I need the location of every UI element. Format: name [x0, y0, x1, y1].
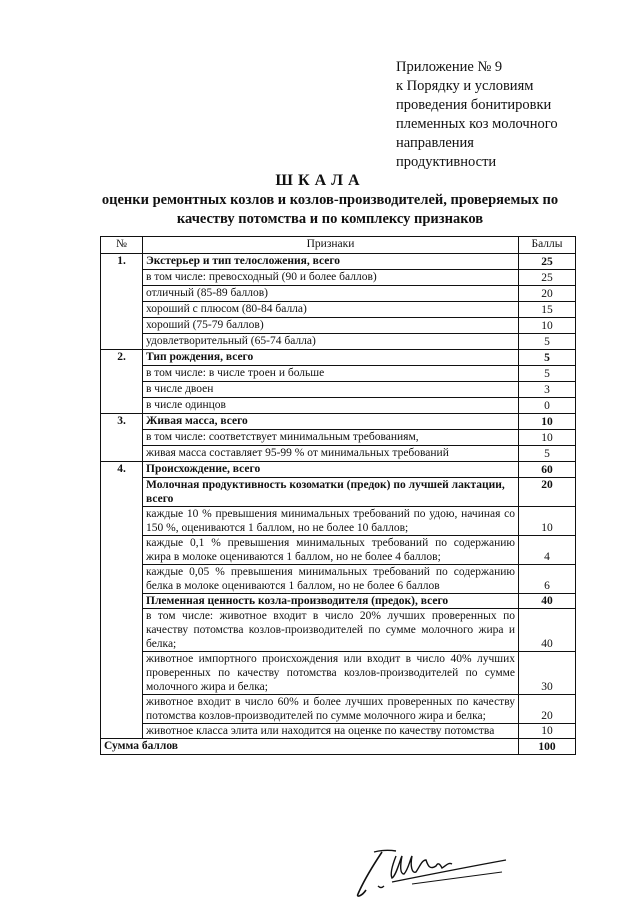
table-row — [101, 446, 576, 462]
appendix-note — [396, 58, 626, 172]
table-row — [101, 695, 576, 724]
row-number: 3. — [101, 414, 143, 430]
appendix-line: продуктивности — [396, 154, 497, 170]
table-row — [101, 414, 576, 430]
total-label: Сумма баллов — [101, 739, 519, 755]
row-score: 20 — [519, 695, 576, 724]
row-text: каждые 0,05 % превышения минимальных требований по содержанию белка в молоке оцениваются 1 баллом, но не более 6 баллов — [143, 565, 519, 594]
row-number: 1. — [101, 254, 143, 270]
header-signs: Признаки — [143, 237, 519, 254]
appendix-line: Приложение № 9 — [396, 59, 503, 75]
row-text: хороший с плюсом (80-84 балла) — [143, 302, 519, 318]
table-row — [101, 507, 576, 536]
row-number: 2. — [101, 350, 143, 366]
table-row — [101, 536, 576, 565]
row-number — [101, 652, 143, 695]
row-text: удовлетворительный (65-74 балла) — [143, 334, 519, 350]
appendix-line: племенных коз молочного — [396, 116, 558, 132]
table-row — [101, 366, 576, 382]
row-number — [101, 430, 143, 446]
row-number — [101, 398, 143, 414]
table-row — [101, 302, 576, 318]
row-text: в том числе: соответствует минимальным требованиям, — [143, 430, 519, 446]
table-header-row — [101, 237, 576, 254]
row-text: Живая масса, всего — [143, 414, 519, 430]
row-score: 3 — [519, 382, 576, 398]
row-number — [101, 446, 143, 462]
row-number — [101, 318, 143, 334]
row-number — [101, 609, 143, 652]
table-row — [101, 430, 576, 446]
row-number — [101, 270, 143, 286]
handwritten-signature — [352, 842, 512, 900]
row-number — [101, 536, 143, 565]
table-row — [101, 462, 576, 478]
subtitle-line-1: оценки ремонтных козлов и козлов-производителей, проверяемых по — [101, 192, 559, 208]
table-row — [101, 724, 576, 739]
row-score: 25 — [519, 254, 576, 270]
row-score: 20 — [519, 286, 576, 302]
table-row — [101, 318, 576, 334]
row-text: Происхождение, всего — [143, 462, 519, 478]
row-text: живая масса составляет 95-99 % от минимальных требований — [143, 446, 519, 462]
score-table — [100, 236, 576, 755]
table-row — [101, 270, 576, 286]
row-text: в том числе: животное входит в число 20% лучших проверенных по качеству потомства козлов-производителей по сумме молочного жира и белка; — [143, 609, 519, 652]
row-score: 60 — [519, 462, 576, 478]
row-text: Молочная продуктивность козоматки (предок) по лучшей лактации, всего — [143, 478, 519, 507]
header-number: № — [101, 237, 143, 254]
table-row — [101, 382, 576, 398]
appendix-line: к Порядку и условиям — [396, 78, 534, 94]
row-number — [101, 366, 143, 382]
table-row — [101, 609, 576, 652]
total-score: 100 — [519, 739, 576, 755]
row-text: животное импортного происхождения или входит в число 40% лучших проверенных по качеству потомства козлов-производителей по сумме молочного жира и белка; — [143, 652, 519, 695]
row-number — [101, 695, 143, 724]
row-text: Тип рождения, всего — [143, 350, 519, 366]
row-score: 5 — [519, 350, 576, 366]
row-score: 40 — [519, 609, 576, 652]
row-number — [101, 334, 143, 350]
row-text: Экстерьер и тип телосложения, всего — [143, 254, 519, 270]
row-score: 5 — [519, 446, 576, 462]
row-text: каждые 0,1 % превышения минимальных требований по содержанию жира в молоке оцениваются 1 баллом, но не более 4 баллов; — [143, 536, 519, 565]
row-text: в числе двоен — [143, 382, 519, 398]
row-score: 10 — [519, 724, 576, 739]
row-text: в том числе: превосходный (90 и более баллов) — [143, 270, 519, 286]
row-score: 5 — [519, 334, 576, 350]
subtitle-line-2: качеству потомства и по комплексу признаков — [176, 211, 484, 227]
table-row — [101, 565, 576, 594]
table-row — [101, 478, 576, 507]
row-score: 10 — [519, 507, 576, 536]
row-score: 25 — [519, 270, 576, 286]
row-number — [101, 565, 143, 594]
appendix-line: проведения бонитировки — [396, 97, 552, 113]
row-number — [101, 507, 143, 536]
row-score: 40 — [519, 594, 576, 609]
document-title: ШКАЛА — [275, 172, 365, 189]
total-row — [101, 739, 576, 755]
row-text: Племенная ценность козла-производителя (предок), всего — [143, 594, 519, 609]
row-text: в числе одинцов — [143, 398, 519, 414]
row-score: 10 — [519, 318, 576, 334]
row-score: 4 — [519, 536, 576, 565]
row-score: 30 — [519, 652, 576, 695]
row-score: 15 — [519, 302, 576, 318]
row-text: каждые 10 % превышения минимальных требований по удою, начиная со 150 %, оцениваются 1 баллом, но не более 10 баллов; — [143, 507, 519, 536]
row-score: 10 — [519, 430, 576, 446]
table-row — [101, 652, 576, 695]
row-score: 10 — [519, 414, 576, 430]
table-row — [101, 334, 576, 350]
row-number — [101, 724, 143, 739]
row-text: хороший (75-79 баллов) — [143, 318, 519, 334]
table-row — [101, 254, 576, 270]
document-subtitle — [80, 191, 580, 229]
row-number: 4. — [101, 462, 143, 478]
row-number — [101, 302, 143, 318]
table-row — [101, 286, 576, 302]
row-score: 20 — [519, 478, 576, 507]
table-row — [101, 350, 576, 366]
row-number — [101, 382, 143, 398]
table-row — [101, 594, 576, 609]
row-text: отличный (85-89 баллов) — [143, 286, 519, 302]
row-number — [101, 594, 143, 609]
row-score: 0 — [519, 398, 576, 414]
row-text: животное входит в число 60% и более лучших проверенных по качеству потомства козлов-производителей по сумме молочного жира и белка; — [143, 695, 519, 724]
row-number — [101, 286, 143, 302]
row-score: 5 — [519, 366, 576, 382]
appendix-line: направления — [396, 135, 474, 151]
table-row — [101, 398, 576, 414]
row-number — [101, 478, 143, 507]
header-score: Баллы — [519, 237, 576, 254]
row-score: 6 — [519, 565, 576, 594]
row-text: животное класса элита или находится на оценке по качеству потомства — [143, 724, 519, 739]
row-text: в том числе: в числе троен и больше — [143, 366, 519, 382]
